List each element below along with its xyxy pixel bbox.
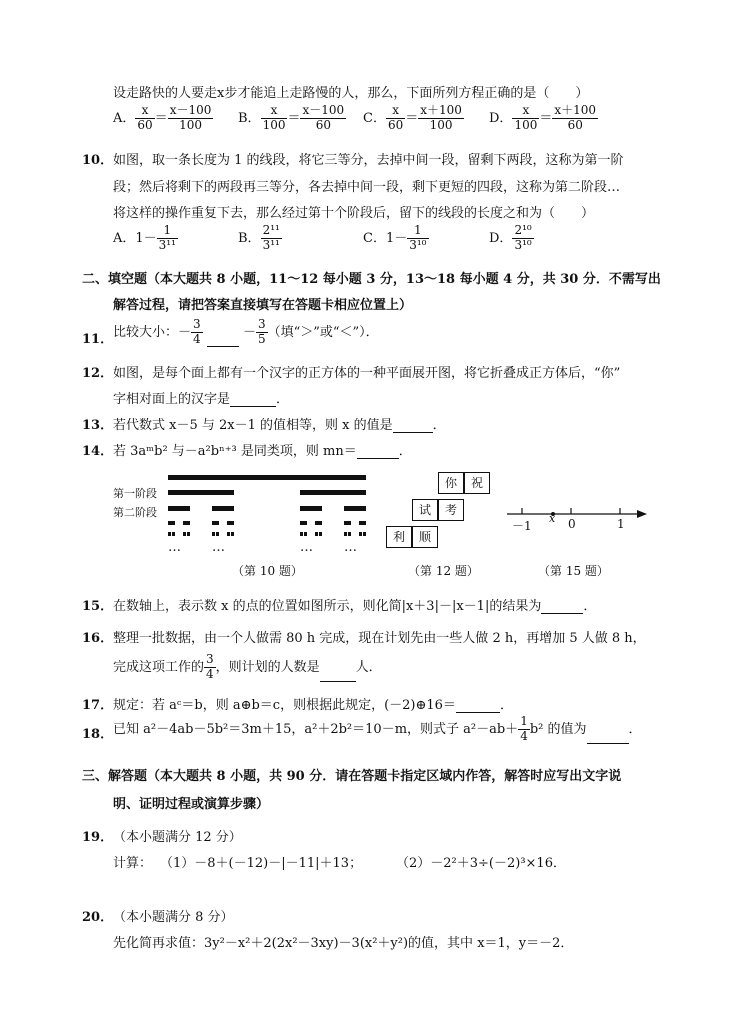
fig10-ellipsis: … [344,540,357,555]
net-cell: 你 [438,472,464,494]
section3-heading-cont: 明、证明过程或演算步骤） [113,797,270,812]
fig10-stage2-segment [300,506,322,511]
fig10-stage3-segment [227,521,234,525]
q12-line2: 字相对面上的汉字是 ． [113,392,290,407]
q10-line1: 如图，取一条长度为 1 的线段，将它三等分，去掉中间一段，留剩下两段，这称为第一阶 [113,153,624,168]
q16-answer-blank[interactable] [320,669,356,682]
q16-line2: 完成这项工作的 $\frac{3}{4}$ ，则计划的人数是 人． [113,652,382,681]
fig10-stage2-segment [344,506,366,511]
q10-option-d[interactable]: D． $\frac{\text{2¹⁰}}{\text{3¹⁰}}$ [489,223,532,252]
net-cell: 试 [412,499,438,521]
fig10-ellipsis: … [300,540,313,555]
q13-answer-blank[interactable] [393,420,433,433]
q10-option-b[interactable]: B． $\frac{\text{2¹¹}}{\text{3¹¹}}$ [238,223,280,252]
fig10-stage3-segment [300,521,307,525]
q17-answer-blank[interactable] [456,700,500,713]
q9-option-a[interactable]: A． $\frac{x}{60}$ ＝ $\frac{x-100}{100}$ [113,103,212,132]
q15-number: 15． [82,599,114,614]
fig10-stage3-segment [344,521,351,525]
fig10-ellipsis: … [168,540,181,555]
q19-part2: （2）－2²＋3÷(－2)³×16． [396,856,566,871]
fig10-stage2-segment [168,506,190,511]
q12-answer-blank[interactable] [230,394,276,407]
point-label: x [549,512,556,525]
fig10-stage1-segment [168,490,234,495]
q19-part1: （1）－8＋(－12)－|－11|＋13； [160,856,363,871]
net-cell: 考 [438,499,464,521]
q18-number: 18． [82,727,114,742]
q10-option-c[interactable]: C．1－ $\frac{1}{\text{3¹⁰}}$ [363,223,427,252]
q10-line2: 段；然后将剩下的两段再三等分，各去掉中间一段，剩下更短的四段，这称为第二阶段… [113,180,621,195]
q13-number: 13． [82,418,114,433]
section3-heading: 三、解答题（本大题共 8 小题，共 90 分．请在答题卡指定区域内作答，解答时应写出文字说 [82,769,622,784]
q11-answer-blank[interactable] [207,334,239,347]
fig10-stage1-segment [300,490,366,495]
q9-option-b[interactable]: B． $\frac{x}{100}$ ＝ $\frac{x-100}{60}$ [238,103,345,132]
fig10-ellipsis: … [212,540,225,555]
tick-label: －1 [512,519,532,533]
q10-option-a[interactable]: A．1－ $\frac{1}{\text{3¹¹}}$ [113,223,176,252]
fig10-stage2-label: 第二阶段 [113,506,157,519]
fig10-stage2-segment [212,506,234,511]
fig15-caption: （第 15 题） [538,564,609,578]
q20-score: （本小题满分 8 分） [113,910,234,925]
q9-stem: 设走路快的人要走x步才能追上走路慢的人，那么，下面所列方程正确的是（ ） [113,86,589,101]
q19-score: （本小题满分 12 分） [113,830,242,845]
q11-text: 比较大小：－ $\frac{3}{4}$ － $\frac{3}{5}$ （填“＞”或“＜”）． [113,317,379,346]
q16-line1: 整理一批数据，由一个人做需 80 h 完成，现在计划先由一些人做 2 h，再增加 5 人做 8 h， [113,631,646,646]
fig10-stage3-segment [212,521,219,525]
q20-text: 先化简再求值：3y²－x²＋2(2x²－3xy)－3(x²＋y²)的值，其中 x＝1，y＝－2． [113,936,574,951]
q9-option-c[interactable]: C． $\frac{x}{60}$ ＝ $\frac{x+100}{100}$ [363,103,462,132]
q19-number: 19． [82,830,114,845]
q9-option-d[interactable]: D． $\frac{x}{100}$ ＝ $\frac{x+100}{60}$ [489,103,597,132]
section2-heading-cont: 解答过程，请把答案直接填写在答题卡相应位置上） [113,298,413,313]
net-cell: 利 [386,526,412,548]
fig10-stage1-label: 第一阶段 [113,487,157,500]
q10-line3: 将这样的操作重复下去，那么经过第十个阶段后，留下的线段的长度之和为（ ） [113,206,595,221]
q18-text: 已知 a²－4ab－5b²＝3m＋15，a²＋2b²＝10－m，则式子 a²－ab＋ $\frac{1}{4}$ b² 的值为 ． [113,714,642,743]
fig10-caption: （第 10 题） [232,564,303,578]
fig10-stage3-segment [315,521,322,525]
section2-heading: 二、填空题（本大题共 8 小题，11～12 每小题 3 分，13～18 每小题 4 分，共 30 分．不需写出 [82,272,661,287]
q10-number: 10． [82,153,114,168]
q17-number: 17． [82,698,114,713]
fig12-caption: （第 12 题） [408,564,479,578]
tick-label: 0 [568,517,576,531]
fig10-stage3-segment [183,521,190,525]
net-cell: 顺 [412,526,438,548]
q18-answer-blank[interactable] [587,731,629,744]
q11-number: 11． [82,332,114,347]
net-cell: 祝 [464,472,490,494]
q16-number: 16． [82,631,114,646]
q15-text: 在数轴上，表示数 x 的点的位置如图所示，则化简|x＋3|－|x－1|的结果为 ． [113,599,597,614]
q12-number: 12． [82,366,114,381]
fig10-stage3-segment [168,521,175,525]
q15-answer-blank[interactable] [541,601,583,614]
q14-number: 14． [82,444,114,459]
q20-number: 20． [82,910,114,925]
q17-text: 规定：若 aᶜ＝b，则 a⊕b＝c，则根据此规定，(－2)⊕16＝ ． [113,698,513,713]
q19-label: 计算： [113,856,153,871]
q14-text: 若 3aᵐb² 与－a²bⁿ⁺³ 是同类项，则 mn＝ ． [113,444,412,459]
q14-answer-blank[interactable] [357,446,399,459]
q12-line1: 如图，是每个面上都有一个汉字的正方体的一种平面展开图，将它折叠成正方体后，“你” [113,366,621,381]
q13-text: 若代数式 x－5 与 2x－1 的值相等，则 x 的值是 ． [113,418,446,433]
tick-label: 1 [617,517,625,531]
fig10-initial-segment [168,475,366,480]
fig10-stage3-segment [359,521,366,525]
